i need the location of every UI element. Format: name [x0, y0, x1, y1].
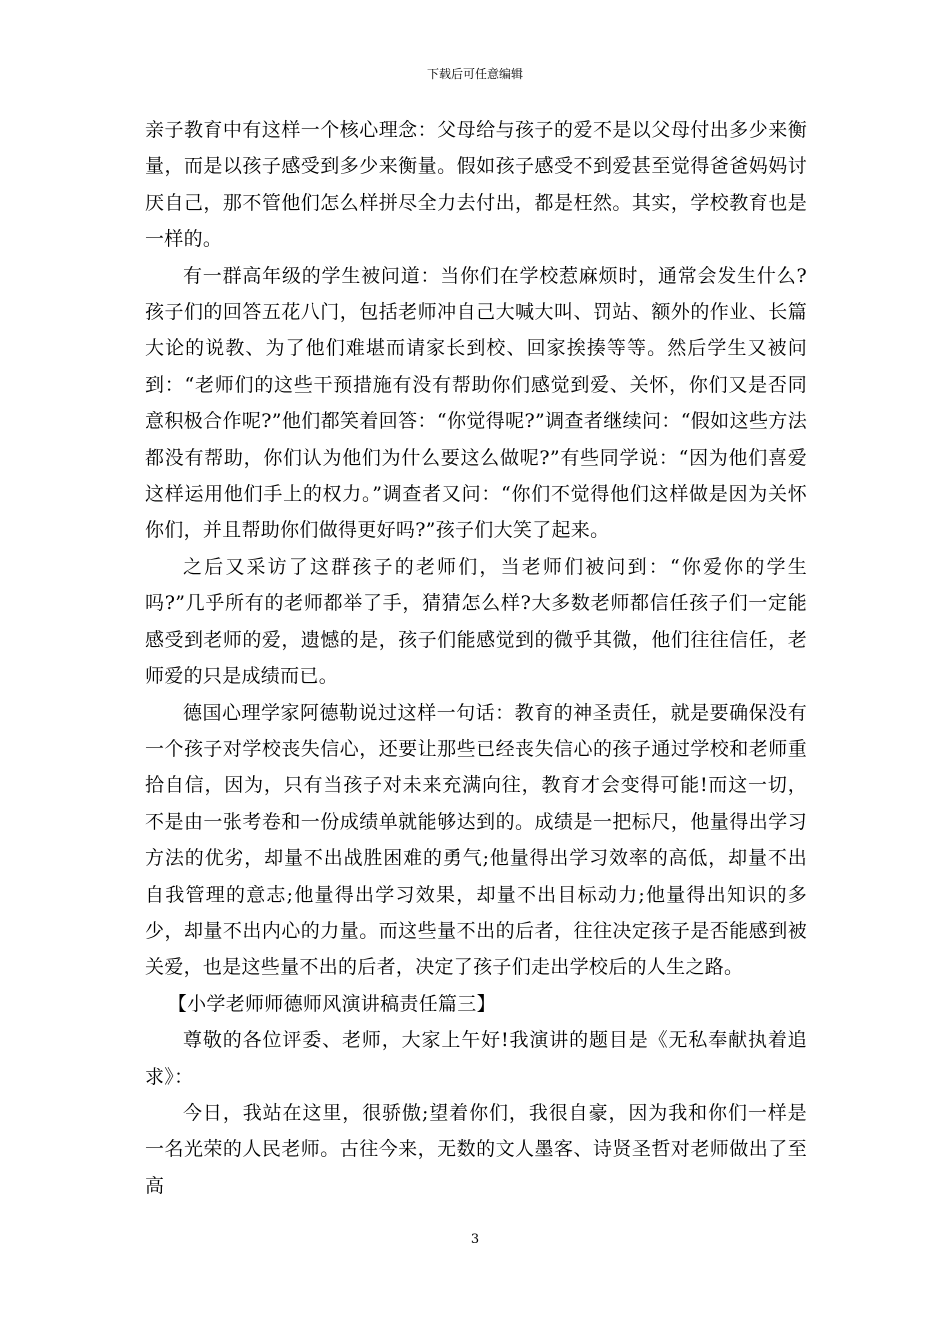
- paragraph-5: 尊敬的各位评委、老师，大家上午好!我演讲的题目是《无私奉献执着追求》：: [145, 1029, 807, 1088]
- page-header: 下载后可任意编辑: [426, 67, 523, 81]
- paragraph-3: 之后又采访了这群孩子的老师们，当老师们被问到：“你爱你的学生吗?”几乎所有的老师都举了手，猜猜怎么样?大多数老师都信任孩子们一定能感受到老师的爱，遗憾的是，孩子们能感觉到的微乎其微，他们往往信任，老师爱的只是成绩而已。: [145, 555, 807, 688]
- page-number: 3: [470, 1232, 480, 1247]
- document-body: [145, 112, 807, 1204]
- paragraph-6: 今日，我站在这里，很骄傲;望着你们，我很自豪，因为我和你们一样是一名光荣的人民老师。古往今来，无数的文人墨客、诗贤圣哲对老师做出了至高: [145, 1101, 807, 1197]
- paragraph-2: 有一群高年级的学生被问道：当你们在学校惹麻烦时，通常会发生什么?孩子们的回答五花八门，包括老师冲自己大喊大叫、罚站、额外的作业、长篇大论的说教、为了他们难堪而请家长到校、回家挨揍等等。然后学生又被问到：“老师们的这些干预措施有没有帮助你们感觉到爱、关怀，你们又是否同意积极合作呢?”他们都笑着回答：“你觉得呢?”调查者继续问：“假如这些方法都没有帮助，你们认为他们为什么要这么做呢?”有些同学说：“因为他们喜爱这样运用他们手上的权力。”调查者又问：“你们不觉得他们这样做是因为关怀你们，并且帮助你们做得更好吗?”孩子们大笑了起来。: [145, 264, 807, 542]
- paragraph-4: 德国心理学家阿德勒说过这样一句话：教育的神圣责任，就是要确保没有一个孩子对学校丧失信心，还要让那些已经丧失信心的孩子通过学校和老师重拾自信，因为，只有当孩子对未来充满向往，教育才会变得可能!而这一切，不是由一张考卷和一份成绩单就能够达到的。成绩是一把标尺，他量得出学习方法的优劣，却量不出战胜困难的勇气;他量得出学习效率的高低，却量不出自我管理的意志;他量得出学习效果，却量不出目标动力;他量得出知识的多少，却量不出内心的力量。而这些量不出的后者，往往决定孩子是否能感到被关爱，也是这些量不出的后者，决定了孩子们走出学校后的人生之路。: [145, 701, 807, 979]
- paragraph-1: 亲子教育中有这样一个核心理念：父母给与孩子的爱不是以父母付出多少来衡量，而是以孩子感受到多少来衡量。假如孩子感受不到爱甚至觉得爸爸妈妈讨厌自己，那不管他们怎么样拼尽全力去付出，都是枉然。其实，学校教育也是一样的。: [145, 119, 807, 251]
- section-heading: 【小学老师师德师风演讲稿责任篇三】: [167, 992, 496, 1015]
